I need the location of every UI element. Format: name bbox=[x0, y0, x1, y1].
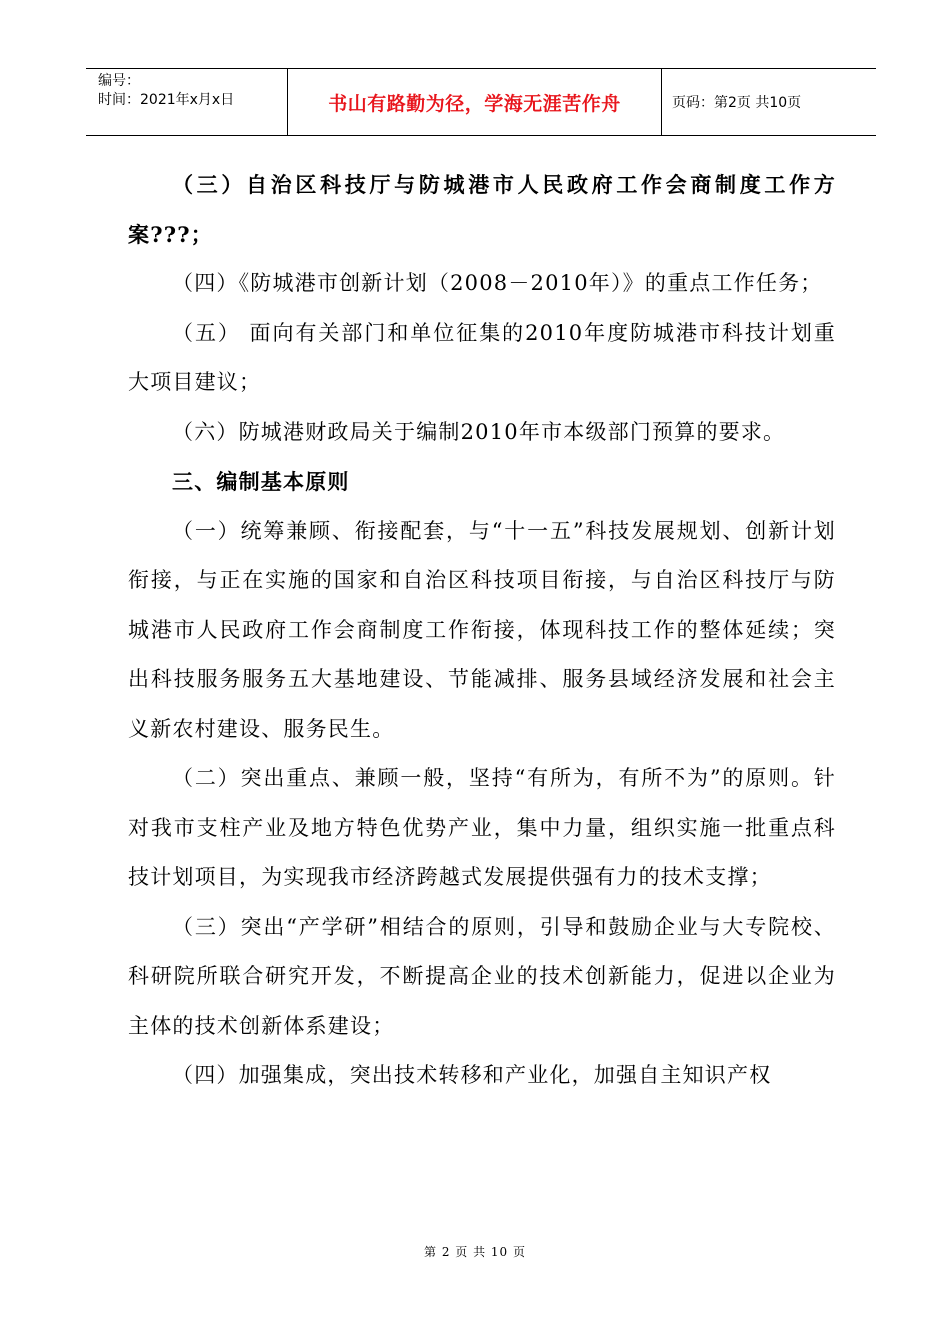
paragraph: （二）突出重点、兼顾一般，坚持“有所为，有所不为”的原则。针对我市支柱产业及地方特色优势产业，集中力量，组织实施一批重点科技计划项目，为实现我市经济跨越式发展提供强有力的技术支撑； bbox=[128, 766, 836, 889]
document-header bbox=[86, 68, 876, 136]
motto-text: 书山有路勤为径，学海无涯苦作舟 bbox=[328, 92, 621, 115]
paragraph: （三）自治区科技厅与防城港市人民政府工作会商制度工作方案???； bbox=[128, 172, 836, 247]
page-footer bbox=[0, 1243, 950, 1260]
paragraph: （四）加强集成，突出技术转移和产业化，加强自主知识产权 bbox=[172, 1063, 772, 1087]
paragraph: （三）突出“产学研”相结合的原则，引导和鼓励企业与大专院校、科研院所联合研究开发，不断提高企业的技术创新能力，促进以企业为主体的技术创新体系建设； bbox=[128, 914, 836, 1038]
header-meta-cell bbox=[86, 69, 288, 135]
paragraph: （五） 面向有关部门和单位征集的2010年度防城港市科技计划重大项目建议； bbox=[128, 320, 836, 394]
time-label: 时间：2021年x月x日 bbox=[98, 92, 235, 108]
header-motto-cell bbox=[288, 69, 662, 135]
number-label: 编号： bbox=[98, 73, 140, 89]
paragraph: （六）防城港财政局关于编制2010年市本级部门预算的要求。 bbox=[172, 419, 786, 444]
footer-page-number: 第 2 页 共 10 页 bbox=[424, 1245, 526, 1259]
paragraph: （一）统筹兼顾、衔接配套，与“十一五”科技发展规划、创新计划衔接，与正在实施的国家和自治区科技项目衔接，与自治区科技厅与防城港市人民政府工作会商制度工作衔接，体现科技工作的整体延续；突出科技服务服务五大基地建设、节能减排、服务县域经济发展和社会主义新农村建设、服务民生。 bbox=[128, 518, 836, 741]
paragraph: （四）《防城港市创新计划（2008－2010年）》的重点工作任务； bbox=[172, 271, 823, 295]
section-heading: 三、编制基本原则 bbox=[172, 469, 350, 494]
header-page-cell bbox=[662, 69, 876, 135]
document-body bbox=[128, 160, 836, 1101]
page-info: 页码：第2页 共10页 bbox=[672, 95, 802, 111]
